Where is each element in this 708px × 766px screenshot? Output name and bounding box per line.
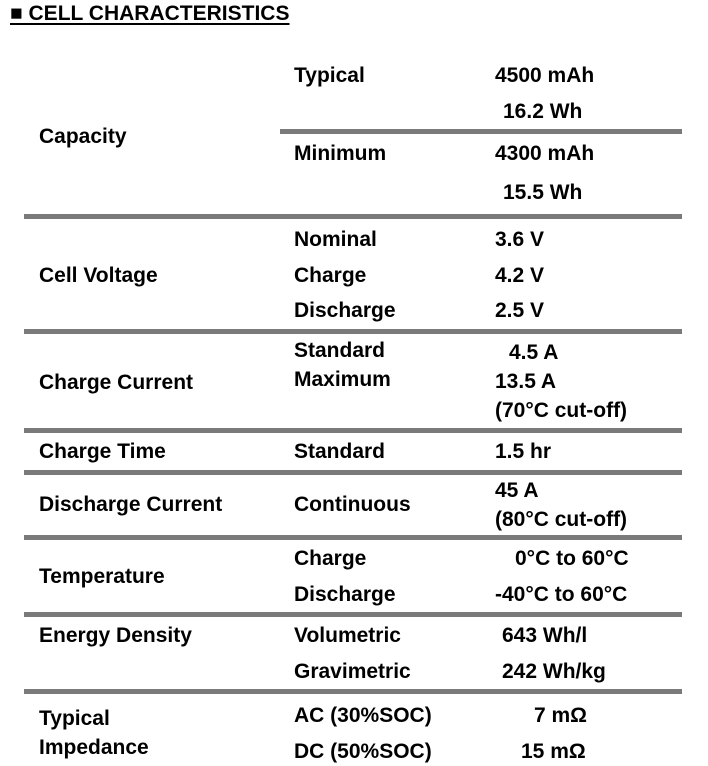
capacity-minimum-wh: 15.5 Wh [503,181,583,204]
charge-current-label: Charge Current [39,371,194,394]
temperature-charge-label: Charge [294,547,367,570]
voltage-nominal-label: Nominal [294,228,377,251]
discharge-current-continuous-note: (80°C cut-off) [495,508,628,531]
energy-gravimetric-value: 242 Wh/kg [502,660,606,683]
charge-time-standard-value: 1.5 hr [495,440,552,463]
charge-current-maximum-value: 13.5 A [495,370,557,393]
row-divider [24,535,682,540]
voltage-charge-value: 4.2 V [495,264,545,287]
charge-current-maximum-label: Maximum [294,368,391,391]
capacity-subdivider [280,129,682,134]
voltage-nominal-value: 3.6 V [495,228,545,251]
impedance-ac-value: 7 mΩ [534,704,588,727]
impedance-ac-label: AC (30%SOC) [294,704,432,727]
impedance-label-line2: Impedance [39,736,149,759]
discharge-current-continuous-label: Continuous [294,493,411,516]
row-divider [24,329,682,334]
charge-current-standard-label: Standard [294,339,386,362]
charge-time-standard-label: Standard [294,440,386,463]
impedance-label-line1: Typical [39,707,110,730]
voltage-discharge-label: Discharge [294,299,396,322]
energy-volumetric-label: Volumetric [294,624,401,647]
capacity-minimum-label: Minimum [294,142,387,165]
discharge-current-label: Discharge Current [39,493,223,516]
row-divider [24,470,682,475]
temperature-discharge-label: Discharge [294,583,396,606]
impedance-dc-value: 15 mΩ [521,740,586,763]
temperature-charge-value: 0°C to 60°C [515,547,629,570]
charge-time-label: Charge Time [39,440,166,463]
row-divider [24,428,682,433]
energy-volumetric-value: 643 Wh/l [502,624,588,647]
capacity-typical-mah: 4500 mAh [495,64,595,87]
row-divider [24,612,682,617]
impedance-dc-label: DC (50%SOC) [294,740,432,763]
temperature-label: Temperature [39,565,165,588]
row-divider [24,214,682,219]
energy-density-label: Energy Density [39,624,192,647]
energy-gravimetric-label: Gravimetric [294,660,411,683]
capacity-label: Capacity [39,125,127,148]
capacity-minimum-mah: 4300 mAh [495,142,595,165]
section-heading: ■ CELL CHARACTERISTICS [10,2,290,25]
cell-voltage-label: Cell Voltage [39,264,158,287]
capacity-typical-label: Typical [294,64,365,87]
discharge-current-continuous-value: 45 A [495,479,539,502]
row-divider [24,689,682,694]
voltage-charge-label: Charge [294,264,367,287]
temperature-discharge-value: -40°C to 60°C [495,583,628,606]
capacity-typical-wh: 16.2 Wh [503,100,583,123]
voltage-discharge-value: 2.5 V [495,299,545,322]
charge-current-standard-value: 4.5 A [509,341,559,364]
charge-current-maximum-note: (70°C cut-off) [495,399,628,422]
